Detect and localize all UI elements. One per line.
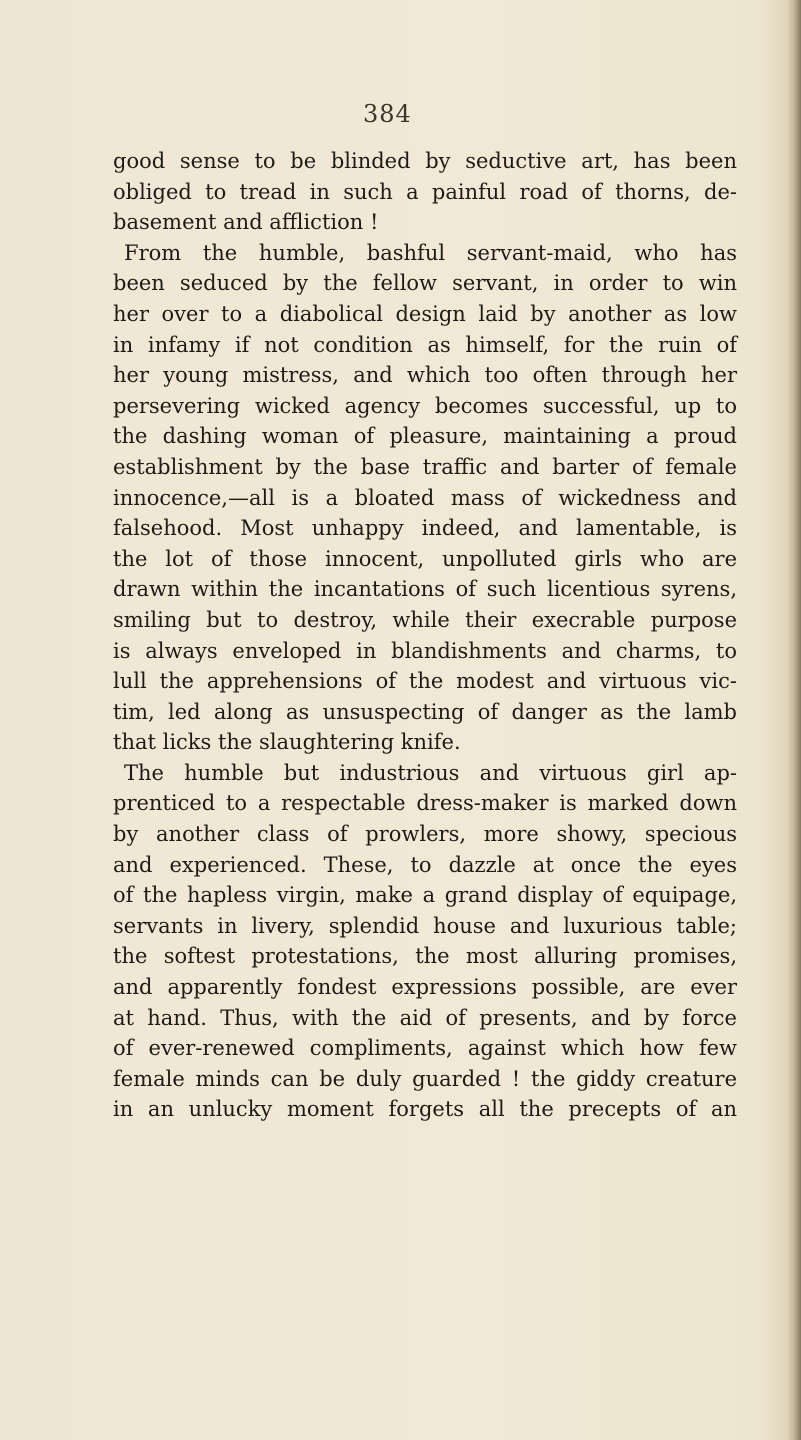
text-line: of ever-renewed compliments, against which how few bbox=[113, 1036, 737, 1061]
text-line: prenticed to a respectable dress-maker is marked down bbox=[113, 791, 737, 816]
text-line: in infamy if not condition as himself, for the ruin of bbox=[113, 332, 737, 357]
text-line: been seduced by the fellow servant, in order to win bbox=[113, 271, 737, 296]
page-edge-shadow bbox=[787, 0, 801, 1440]
text-line: servants in livery, splendid house and luxurious table; bbox=[113, 913, 737, 938]
text-line: of the hapless virgin, make a grand display of equipage, bbox=[113, 883, 737, 908]
text-line: her over to a diabolical design laid by another as low bbox=[113, 301, 737, 326]
text-line: that licks the slaughtering knife. bbox=[113, 730, 461, 755]
text-line: and apparently fondest expressions possible, are ever bbox=[113, 975, 737, 1000]
text-line: the dashing woman of pleasure, maintaining a proud bbox=[113, 424, 737, 449]
text-line: good sense to be blinded by seductive art, has been bbox=[113, 149, 737, 173]
text-line: at hand. Thus, with the aid of presents, and by force bbox=[113, 1005, 737, 1030]
text-line: the softest protestations, the most alluring promises, bbox=[113, 944, 737, 969]
text-line: innocence,—all is a bloated mass of wickedness and bbox=[113, 485, 737, 510]
text-line: From the humble, bashful servant-maid, who has bbox=[124, 240, 737, 265]
text-line: is always enveloped in blandishments and charms, to bbox=[113, 638, 737, 663]
text-line: tim, led along as unsuspecting of danger as the lamb bbox=[113, 699, 737, 724]
text-line: her young mistress, and which too often through her bbox=[113, 363, 737, 388]
text-line: basement and affliction ! bbox=[113, 210, 379, 235]
text-line: persevering wicked agency becomes successful, up to bbox=[113, 393, 737, 418]
text-line: in an unlucky moment forgets all the precepts of an bbox=[113, 1097, 737, 1122]
page-number: 384 bbox=[363, 100, 412, 128]
text-line: female minds can be duly guarded ! the giddy creature bbox=[113, 1066, 737, 1091]
body-text bbox=[113, 146, 737, 1125]
text-line: and experienced. These, to dazzle at once the eyes bbox=[113, 852, 737, 877]
text-line: drawn within the incantations of such licentious syrens, bbox=[113, 577, 737, 602]
text-line: obliged to tread in such a painful road of thorns, de- bbox=[113, 179, 737, 204]
text-line: lull the apprehensions of the modest and virtuous vic- bbox=[113, 669, 737, 694]
text-line: establishment by the base traffic and barter of female bbox=[113, 454, 737, 479]
text-line: smiling but to destroy, while their execrable purpose bbox=[113, 607, 737, 632]
text-line: the lot of those innocent, unpolluted girls who are bbox=[113, 546, 737, 571]
text-line: The humble but industrious and virtuous girl ap- bbox=[124, 760, 737, 785]
text-line: by another class of prowlers, more showy, specious bbox=[113, 822, 737, 847]
text-line: falsehood. Most unhappy indeed, and lamentable, is bbox=[113, 516, 737, 541]
